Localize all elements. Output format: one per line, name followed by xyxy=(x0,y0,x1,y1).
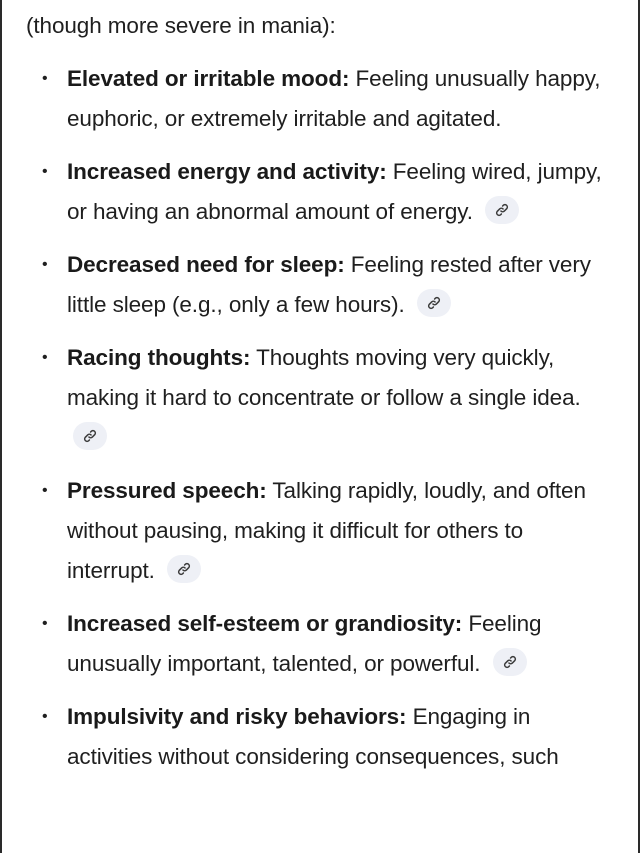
link-icon xyxy=(175,560,193,578)
source-link-button[interactable] xyxy=(167,555,201,583)
symptom-item xyxy=(26,59,616,139)
bullet-icon: • xyxy=(42,708,48,725)
bullet-icon: • xyxy=(42,615,48,632)
source-link-button[interactable] xyxy=(73,422,107,450)
symptom-description: Talking rapidly, loudly, and often without pausing, making it difficult for others to interrupt. xyxy=(67,478,586,583)
link-icon xyxy=(501,653,519,671)
source-link-button[interactable] xyxy=(493,648,527,676)
symptom-term: Elevated or irritable mood: xyxy=(67,66,350,91)
frame-left-border xyxy=(0,0,2,853)
symptom-description: Thoughts moving very quickly, making it hard to concentrate or follow a single idea. xyxy=(67,345,581,410)
bullet-icon: • xyxy=(42,70,48,87)
link-icon xyxy=(493,201,511,219)
bullet-icon: • xyxy=(42,482,48,499)
link-icon xyxy=(425,294,443,312)
symptom-description: Feeling unusually happy, euphoric, or extremely irritable and agitated. xyxy=(67,66,601,131)
link-icon xyxy=(81,427,99,445)
symptom-term: Impulsivity and risky behaviors: xyxy=(67,704,407,729)
symptom-item xyxy=(26,152,616,232)
bullet-icon: • xyxy=(42,349,48,366)
bullet-icon: • xyxy=(42,163,48,180)
symptom-item xyxy=(26,338,616,458)
source-link-button[interactable] xyxy=(417,289,451,317)
symptom-item xyxy=(26,604,616,684)
symptom-description: Feeling rested after very little sleep (e.g., only a few hours). xyxy=(67,252,591,317)
symptom-term: Racing thoughts: xyxy=(67,345,251,370)
bullet-icon: • xyxy=(42,256,48,273)
symptom-term: Decreased need for sleep: xyxy=(67,252,345,277)
intro-text: (though more severe in mania): xyxy=(26,13,336,38)
source-link-button[interactable] xyxy=(485,196,519,224)
symptom-description: Engaging in activities without considering consequences, such xyxy=(67,704,559,769)
symptom-item xyxy=(26,245,616,325)
symptom-item xyxy=(26,471,616,591)
symptom-term: Pressured speech: xyxy=(67,478,267,503)
symptom-term: Increased energy and activity: xyxy=(67,159,387,184)
response-content xyxy=(26,6,616,790)
symptom-description: Feeling wired, jumpy, or having an abnormal amount of energy. xyxy=(67,159,602,224)
symptom-item xyxy=(26,697,616,777)
symptom-list xyxy=(26,59,616,777)
symptom-term: Increased self-esteem or grandiosity: xyxy=(67,611,463,636)
symptom-description: Feeling unusually important, talented, or powerful. xyxy=(67,611,542,676)
